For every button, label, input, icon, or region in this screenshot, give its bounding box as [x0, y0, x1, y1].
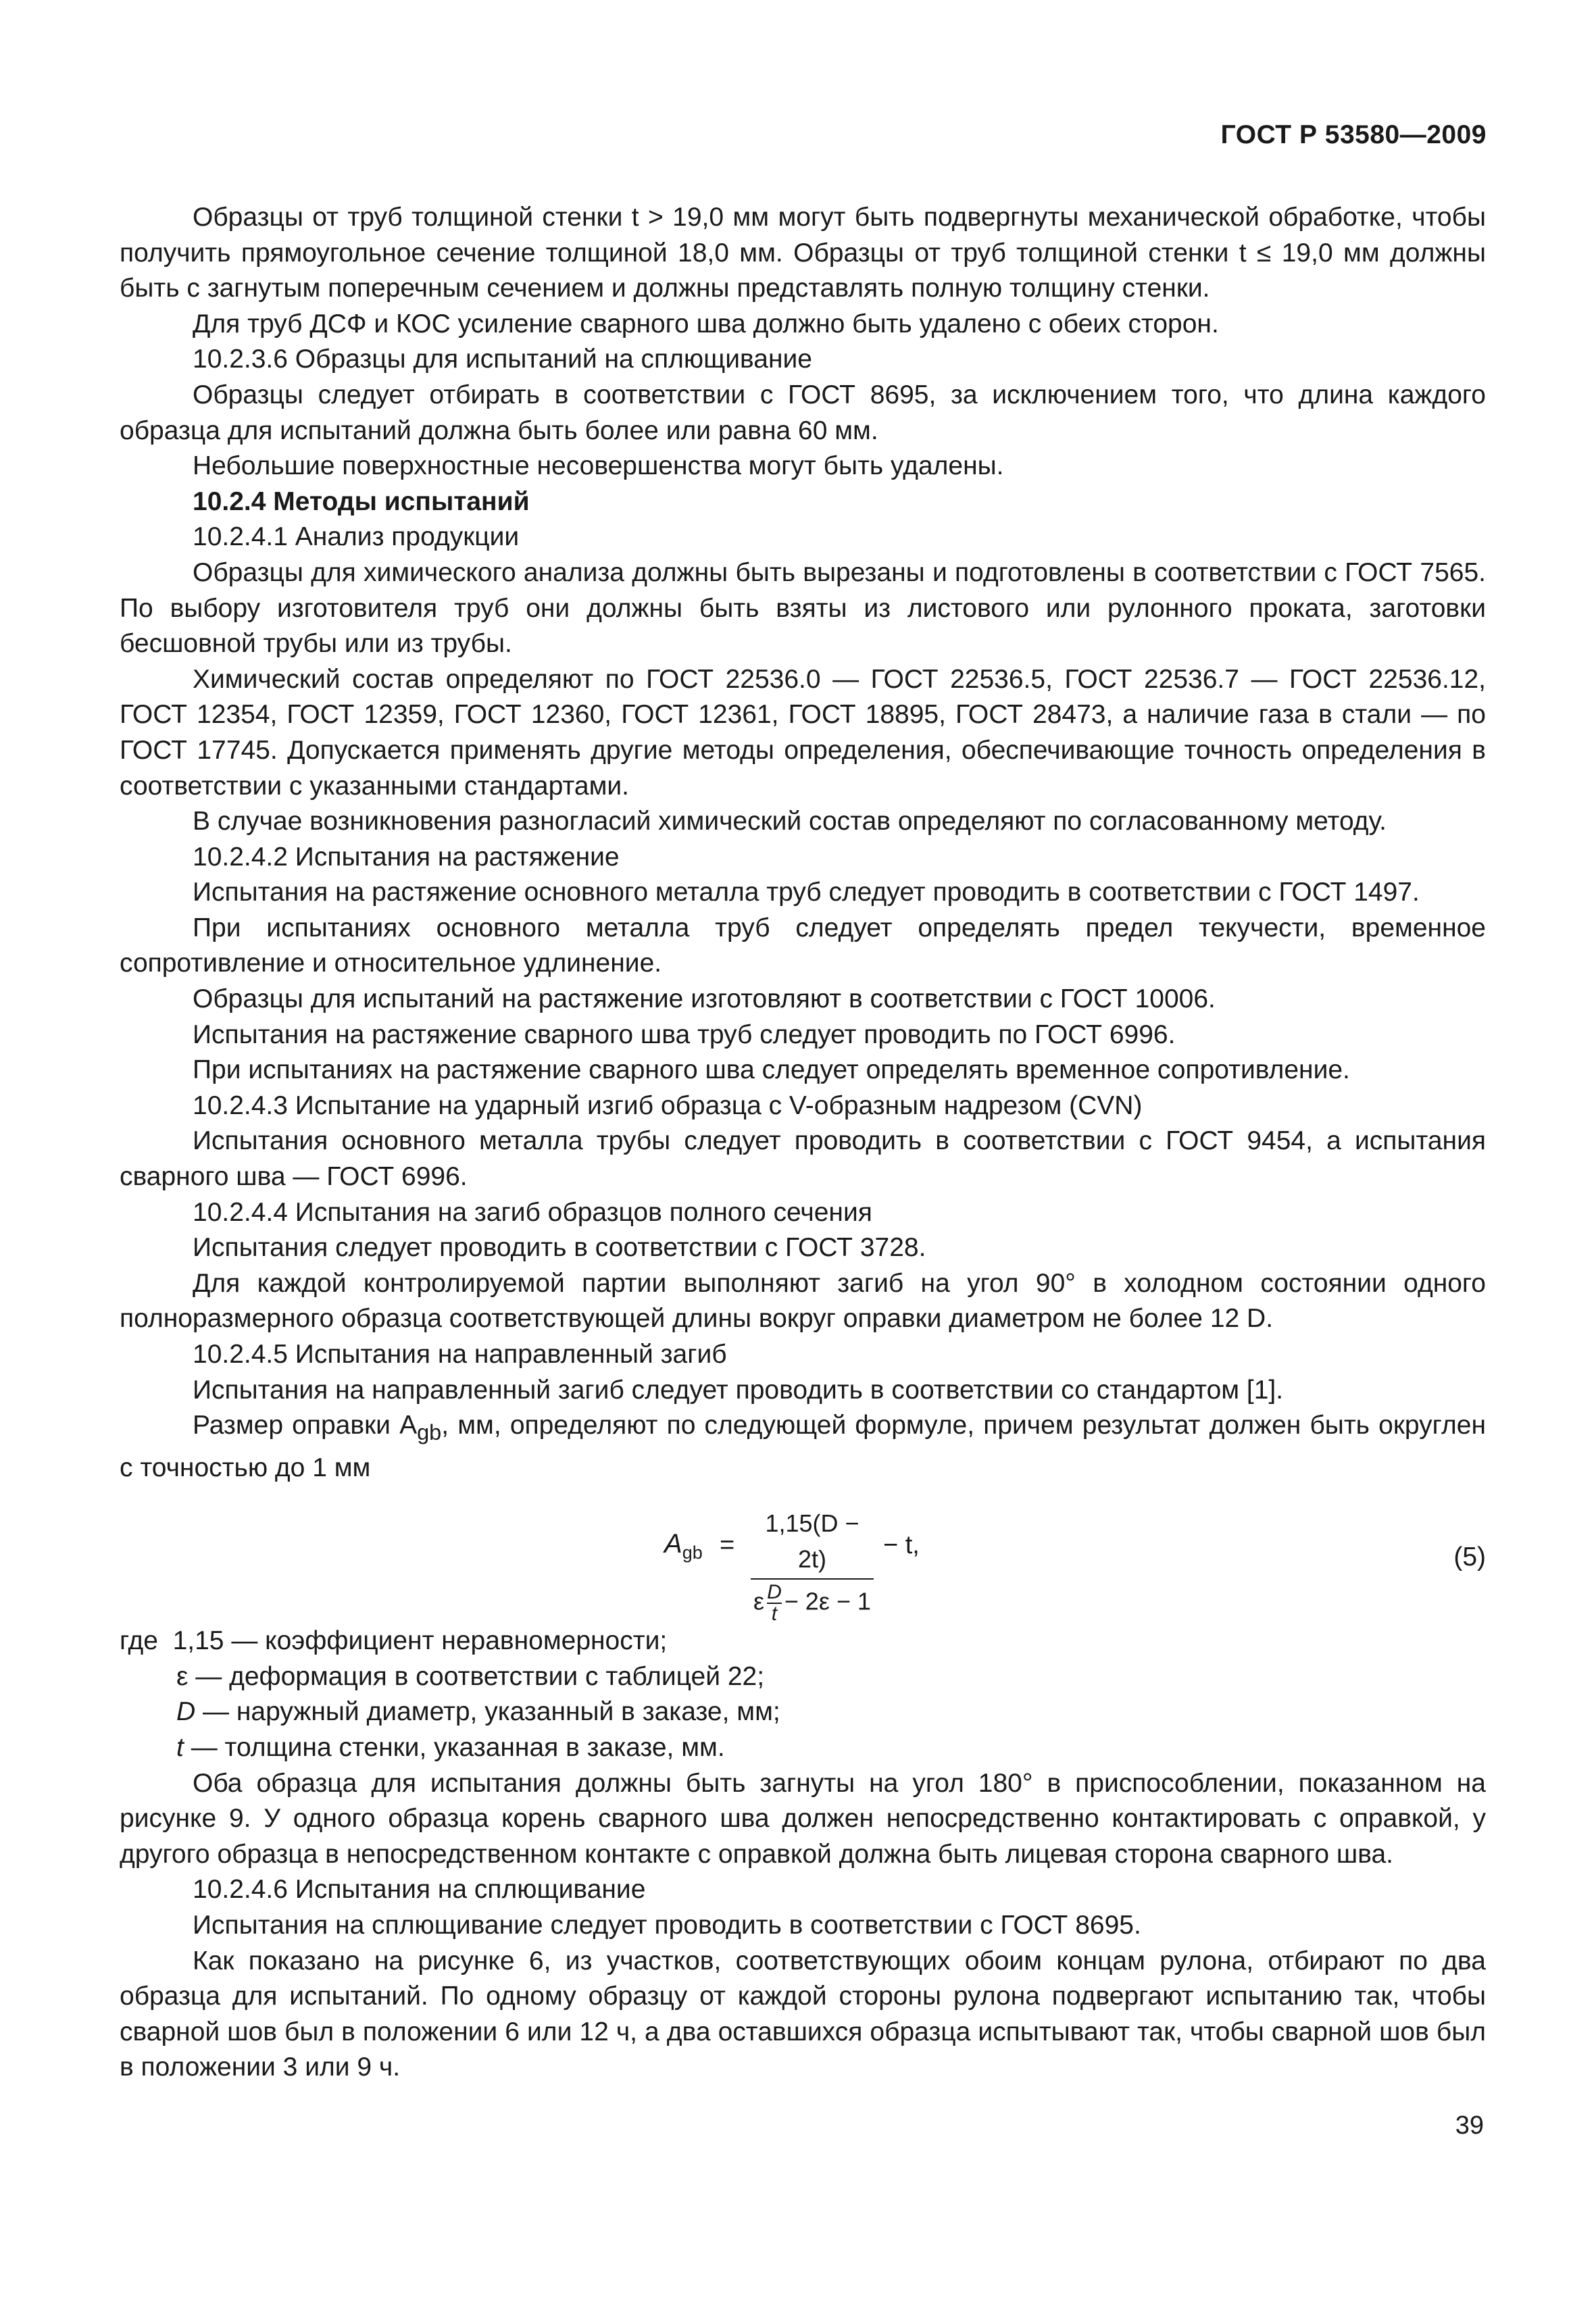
- paragraph-formula-intro: [120, 1408, 1486, 1486]
- where-intro: где: [120, 1626, 158, 1656]
- section-heading: 10.2.4.6 Испытания на сплющивание: [193, 1875, 646, 1905]
- where-item: [120, 1694, 1486, 1730]
- paragraph: В случае возникновения разногласий химический состав определяют по согласованному методу.: [193, 807, 1387, 836]
- paragraph: Как показано на рисунке 6, из участков, соответствующих обоим концам рулона, отбирают по два образца для испытаний. По одному образцу от каждой стороны рулона подвергают испытанию так, чтобы сварной шов был в положении 6 или 12 ч, а два оставшихся образца испытывают так, чтобы сварной шов был в положении 3 или 9 ч.: [120, 1946, 1486, 2082]
- where-item: [120, 1730, 1486, 1766]
- body-text: [120, 200, 1486, 2086]
- inner-denominator: t: [771, 1603, 778, 1626]
- paragraph: Образцы от труб толщиной стенки t > 19,0 мм могут быть подвергнуты механической обработке, чтобы получить прямоугольное сечение толщиной 18,0 мм. Образцы от труб толщиной стенки t ≤ 19,0 мм должны быть с загнутым поперечным сечением и должны представлять полную толщину стенки.: [120, 203, 1486, 303]
- formula-symbol: A: [664, 1529, 682, 1559]
- paragraph: Испытания следует проводить в соответствии с ГОСТ 3728.: [193, 1233, 926, 1263]
- formula-numerator: 1,15(D − 2t): [765, 1509, 859, 1573]
- where-text: — коэффициент неравномерности;: [231, 1626, 668, 1656]
- paragraph: Испытания на растяжение основного металла труб следует проводить в соответствии с ГОСТ 1497.: [193, 878, 1420, 907]
- where-symbol: ε: [176, 1661, 189, 1691]
- section-heading: 10.2.4.3 Испытание на ударный изгиб образца с V-образным надрезом (CVN): [193, 1090, 1143, 1120]
- formula-subscript: gb: [682, 1542, 703, 1563]
- text: Размер оправки A: [193, 1411, 418, 1440]
- paragraph: Образцы следует отбирать в соответствии с ГОСТ 8695, за исключением того, что длина каждого образца для испытаний должна быть более или равна 60 мм.: [120, 380, 1486, 445]
- paragraph: Образцы для испытаний на растяжение изготовляют в соответствии с ГОСТ 10006.: [193, 984, 1216, 1014]
- paragraph: Небольшие поверхностные несовершенства могут быть удалены.: [193, 451, 1004, 481]
- where-symbol: t: [176, 1732, 184, 1762]
- paragraph: Испытания на сплющивание следует проводить в соответствии с ГОСТ 8695.: [193, 1910, 1141, 1940]
- paragraph: Испытания основного металла трубы следует проводить в соответствии с ГОСТ 9454, а испытания сварного шва — ГОСТ 6996.: [120, 1126, 1486, 1192]
- where-symbol: D: [176, 1697, 196, 1727]
- formula-den-rest: − 2ε − 1: [784, 1587, 871, 1615]
- where-text: — толщина стенки, указанная в заказе, мм.: [191, 1732, 725, 1762]
- section-heading: 10.2.4.5 Испытания на направленный загиб: [193, 1340, 727, 1369]
- formula-number: (5): [1453, 1542, 1486, 1572]
- formula-eps: ε: [753, 1587, 765, 1615]
- paragraph: Для каждой контролируемой партии выполняют загиб на угол 90° в холодном состоянии одного полноразмерного образца соответствующей длины вокруг оправки диаметром не более 12 D.: [120, 1268, 1486, 1334]
- formula-denominator: [748, 1580, 876, 1624]
- inner-fraction: [767, 1582, 782, 1624]
- section-heading: 10.2.3.6 Образцы для испытаний на сплющивание: [193, 345, 812, 374]
- paragraph: Испытания на направленный загиб следует проводить в соответствии со стандартом [1].: [193, 1375, 1284, 1405]
- where-text: — деформация в соответствии с таблицей 22;: [195, 1661, 765, 1691]
- paragraph: Испытания на растяжение сварного шва труб следует проводить по ГОСТ 6996.: [193, 1020, 1176, 1049]
- paragraph: Образцы для химического анализа должны быть вырезаны и подготовлены в соответствии с ГОСТ 7565. По выбору изготовителя труб они должны быть взяты из листового или рулонного проката, заготовки бесшовной трубы или из трубы.: [120, 557, 1486, 659]
- formula-5: [120, 1501, 1486, 1626]
- where-item: [120, 1624, 1486, 1659]
- where-symbol: 1,15: [172, 1626, 224, 1656]
- page-number: 39: [1455, 2111, 1484, 2140]
- paragraph: При испытаниях основного металла труб следует определять предел текучести, временное сопротивление и относительное удлинение.: [120, 913, 1486, 978]
- section-heading: 10.2.4.1 Анализ продукции: [193, 522, 520, 552]
- formula-fraction: [748, 1506, 876, 1624]
- section-heading-bold: 10.2.4 Методы испытаний: [193, 486, 530, 516]
- paragraph: При испытаниях на растяжение сварного шва следует определять временное сопротивление.: [193, 1055, 1350, 1085]
- where-block: [120, 1624, 1486, 1765]
- paragraph: Для труб ДСФ и КОС усиление сварного шва должно быть удалено с обеих сторон.: [193, 309, 1219, 338]
- section-heading: 10.2.4.4 Испытания на загиб образцов полного сечения: [193, 1197, 872, 1227]
- paragraph: Оба образца для испытания должны быть загнуты на угол 180° в приспособлении, показанном на рисунке 9. У одного образца корень сварного шва должен непосредственно контактировать с оправкой, у другого образца в непосредственном контакте с оправкой должна быть лицевая сторона сварного шва.: [120, 1768, 1486, 1869]
- section-heading: 10.2.4.2 Испытания на растяжение: [193, 842, 620, 872]
- text: , мм, определяют по следующей формуле, причем результат должен быть округлен с точностью до 1 мм: [120, 1411, 1487, 1482]
- formula-lhs: [664, 1526, 703, 1571]
- paragraph: Химический состав определяют по ГОСТ 22536.0 — ГОСТ 22536.5, ГОСТ 22536.7 — ГОСТ 22536.12, ГОСТ 12354, ГОСТ 12359, ГОСТ 12360, ГОСТ 12361, ГОСТ 18895, ГОСТ 28473, а наличие газа в стали — по ГОСТ 17745. Допускается применять другие методы определения, обеспечивающие точность определения в соответствии с указанными стандартами.: [120, 664, 1486, 801]
- formula-equals: =: [720, 1531, 735, 1560]
- where-item: [120, 1659, 1486, 1695]
- where-text: — наружный диаметр, указанный в заказе, мм;: [203, 1697, 780, 1727]
- subscript: gb: [417, 1419, 442, 1444]
- inner-numerator: D: [767, 1581, 782, 1604]
- formula-tail: − t,: [883, 1531, 920, 1560]
- standard-header: ГОСТ Р 53580—2009: [1220, 120, 1487, 149]
